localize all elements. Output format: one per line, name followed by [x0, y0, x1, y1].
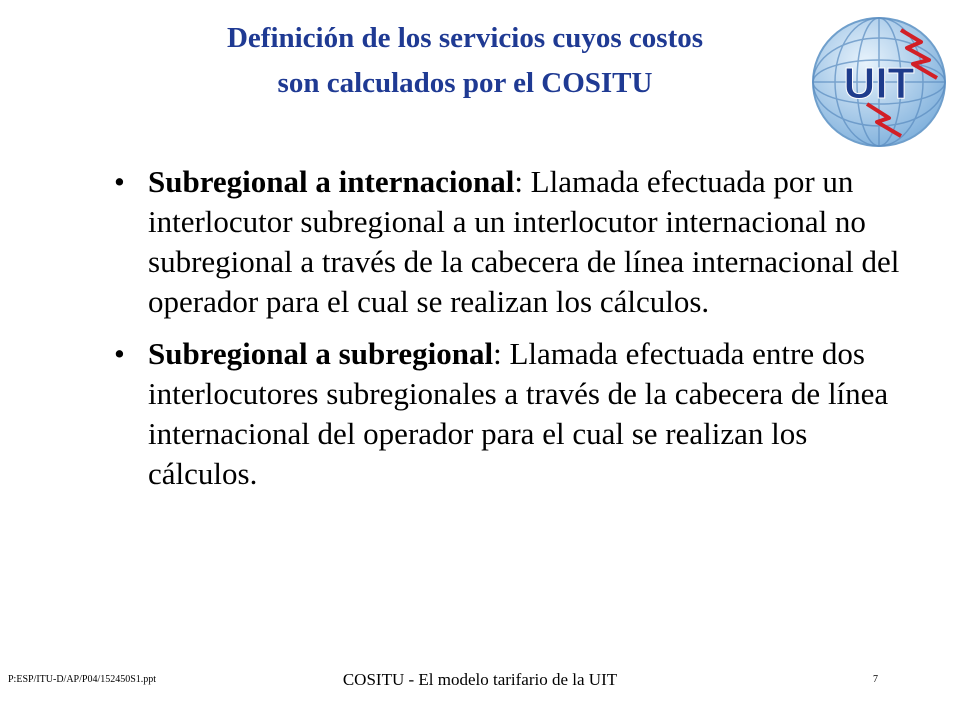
- logo-text: UIT: [843, 59, 915, 108]
- slide-title-line-2: son calculados por el COSITU: [277, 67, 653, 99]
- footer-file-path: P:ESP/ITU-D/AP/P04/152450S1.ppt: [8, 674, 157, 685]
- footer-title: COSITU - El modelo tarifario de la UIT: [342, 670, 618, 689]
- bullet-item-2: [108, 334, 908, 494]
- bullet-text: : Llamada efectuada entre dos interlocutores subregionales a través de la cabecera de línea internacional del operador para el cual se realizan los cálculos.: [148, 336, 889, 491]
- uit-logo-icon: [805, 12, 953, 152]
- bullet-text: : Llamada efectuada por un interlocutor subregional a un interlocutor internacional no subregional a través de la cabecera de línea internacional del operador para el cual se realizan los cálculos.: [148, 164, 900, 319]
- bullet-list: [108, 162, 908, 506]
- bullet-dot: •: [114, 336, 125, 371]
- slide-title: [110, 16, 820, 106]
- bullet-item-1: [108, 162, 908, 322]
- bullet-term: Subregional a internacional: [148, 164, 515, 199]
- slide-title-line-1: Definición de los servicios cuyos costos: [226, 22, 704, 54]
- bullet-dot: •: [114, 164, 125, 199]
- bullet-term: Subregional a subregional: [148, 336, 494, 371]
- footer-page-number: 7: [873, 674, 878, 685]
